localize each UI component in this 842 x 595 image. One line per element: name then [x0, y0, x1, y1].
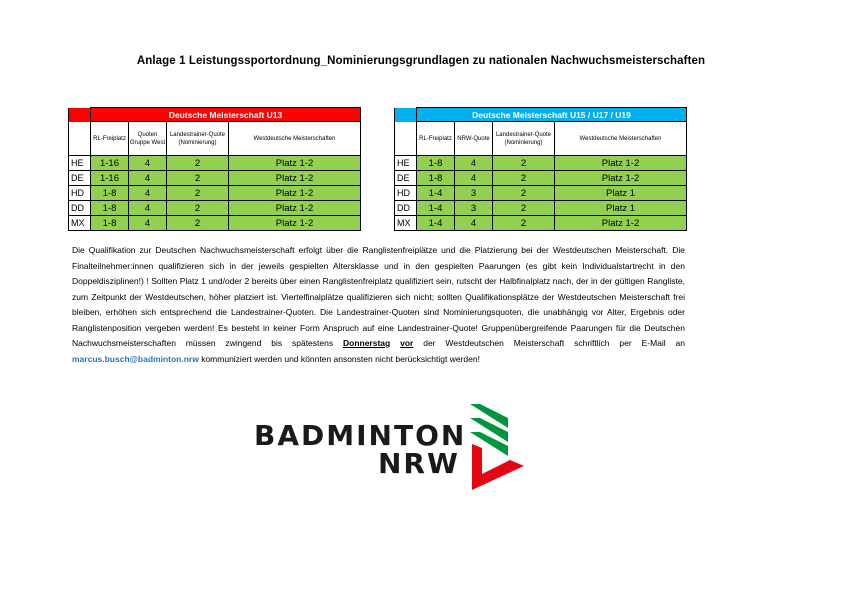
cell-quote: 4 — [455, 171, 493, 186]
badminton-nrw-logo — [250, 400, 530, 495]
cell-west: Platz 1-2 — [229, 216, 361, 231]
table-banner: Deutsche Meisterschaft U13 — [91, 108, 361, 122]
column-header: Landestrainer-Quote (Nominierung) — [167, 122, 229, 156]
cell-quote: 4 — [129, 216, 167, 231]
emphasis-vor: vor — [400, 338, 414, 348]
cell-landestrainer: 2 — [167, 216, 229, 231]
cell-freiplatz: 1-4 — [417, 216, 455, 231]
cell-quote: 4 — [129, 156, 167, 171]
cell-west: Platz 1-2 — [229, 171, 361, 186]
table-row — [69, 171, 361, 186]
cell-freiplatz: 1-16 — [91, 171, 129, 186]
cell-landestrainer: 2 — [493, 156, 555, 171]
row-label: DD — [395, 201, 417, 216]
logo-mark-icon — [468, 404, 528, 494]
cell-landestrainer: 2 — [167, 156, 229, 171]
cell-quote: 4 — [129, 186, 167, 201]
row-label: HD — [395, 186, 417, 201]
logo-text-line1: BADMINTON — [254, 419, 467, 452]
cell-quote: 3 — [455, 201, 493, 216]
cell-quote: 4 — [129, 171, 167, 186]
cell-quote: 3 — [455, 186, 493, 201]
cell-freiplatz: 1-8 — [91, 201, 129, 216]
cell-quote: 4 — [129, 201, 167, 216]
row-label: MX — [395, 216, 417, 231]
cell-freiplatz: 1-8 — [417, 156, 455, 171]
column-header: RL-Freiplatz — [417, 122, 455, 156]
paragraph-text: Die Qualifikation zur Deutschen Nachwuchsmeisterschaft erfolgt über die Ranglistenfreiplätze und die Platzierung bei der Westdeutschen Meisterschaft. Die Finalteilnehmer:innen qualifizieren sich in der jeweils gespielten Altersklasse und in den gespielten Paarungen (es gibt kein Individualstartrecht in den Doppeldisziplinen!) ! Sollten Platz 1 und/oder 2 bereits über einen Ranglistenfreiplatz qualifiziert sein, rutscht der Halbfinalplatz nach, der in der gültigen Rangliste, zum Zeitpunkt der Westdeutschen, höher platziert ist. Viertelfinalplätze qualifizieren sich nicht; sollten Qualifikationsplätze der Westdeutschen Meisterschaft frei bleiben, erhöhen sich entsprechend die Landestrainer-Quoten. Die Landestrainer-Quoten sind Nominierungsquoten, die unabhängig vor Alter, Ergebnis oder Ranglistenposition vergeben werden! Es besteht in keiner Form Anspruch auf eine Landestrainer-Quote! Gruppenübergreifende Paarungen für die Deutschen Nachwuchsmeisterschaften müssen zwingend bis spätestens — [72, 245, 685, 348]
row-label: HE — [395, 156, 417, 171]
email-link[interactable]: marcus.busch@badminton.nrw — [72, 353, 199, 364]
column-header: RL-Freiplatz — [91, 122, 129, 156]
table-u13 — [68, 107, 361, 231]
column-header: Westdeutsche Meisterschaften — [229, 122, 361, 156]
table-u15-u17-u19 — [394, 107, 687, 231]
paragraph-text: der Westdeutschen Meisterschaft schriftlich per E-Mail an — [413, 338, 685, 348]
cell-freiplatz: 1-4 — [417, 201, 455, 216]
emphasis-donnerstag: Donnerstag — [342, 338, 391, 348]
logo-text-line2: NRW — [378, 447, 460, 480]
row-label: DE — [69, 171, 91, 186]
table-corner — [395, 108, 417, 122]
cell-landestrainer: 2 — [167, 171, 229, 186]
column-header: Quoten Gruppe West — [129, 122, 167, 156]
cell-landestrainer: 2 — [493, 171, 555, 186]
column-header: Westdeutsche Meisterschaften — [555, 122, 687, 156]
paragraph-text: kommuniziert werden und könnten ansonsten nicht berücksichtigt werden! — [198, 353, 480, 364]
table-row — [69, 216, 361, 231]
table-row — [69, 201, 361, 216]
cell-west: Platz 1-2 — [555, 171, 687, 186]
cell-west: Platz 1-2 — [229, 201, 361, 216]
cell-landestrainer: 2 — [493, 216, 555, 231]
column-header: Landestrainer-Quote (Nominierung) — [493, 122, 555, 156]
table-row — [395, 201, 687, 216]
cell-landestrainer: 2 — [167, 186, 229, 201]
row-label: MX — [69, 216, 91, 231]
cell-landestrainer: 2 — [493, 201, 555, 216]
cell-west: Platz 1 — [555, 201, 687, 216]
cell-landestrainer: 2 — [493, 186, 555, 201]
cell-west: Platz 1-2 — [555, 156, 687, 171]
row-label: DE — [395, 171, 417, 186]
qualification-paragraph — [72, 243, 685, 367]
table-row — [395, 216, 687, 231]
table-row — [395, 186, 687, 201]
row-label: HD — [69, 186, 91, 201]
row-label: DD — [69, 201, 91, 216]
table-row — [395, 171, 687, 186]
cell-freiplatz: 1-16 — [91, 156, 129, 171]
cell-west: Platz 1-2 — [229, 156, 361, 171]
cell-freiplatz: 1-8 — [91, 216, 129, 231]
row-label: HE — [69, 156, 91, 171]
cell-freiplatz: 1-4 — [417, 186, 455, 201]
cell-west: Platz 1-2 — [555, 216, 687, 231]
column-header: NRW-Quote — [455, 122, 493, 156]
cell-west: Platz 1-2 — [229, 186, 361, 201]
table-row — [395, 156, 687, 171]
cell-west: Platz 1 — [555, 186, 687, 201]
page-title: Anlage 1 Leistungssportordnung_Nominierungsgrundlagen zu nationalen Nachwuchsmeisterschaften — [136, 55, 706, 67]
table-row — [69, 186, 361, 201]
cell-freiplatz: 1-8 — [91, 186, 129, 201]
table-corner — [69, 108, 91, 122]
cell-quote: 4 — [455, 216, 493, 231]
table-banner: Deutsche Meisterschaft U15 / U17 / U19 — [417, 108, 687, 122]
table-row — [69, 156, 361, 171]
cell-quote: 4 — [455, 156, 493, 171]
cell-freiplatz: 1-8 — [417, 171, 455, 186]
cell-landestrainer: 2 — [167, 201, 229, 216]
